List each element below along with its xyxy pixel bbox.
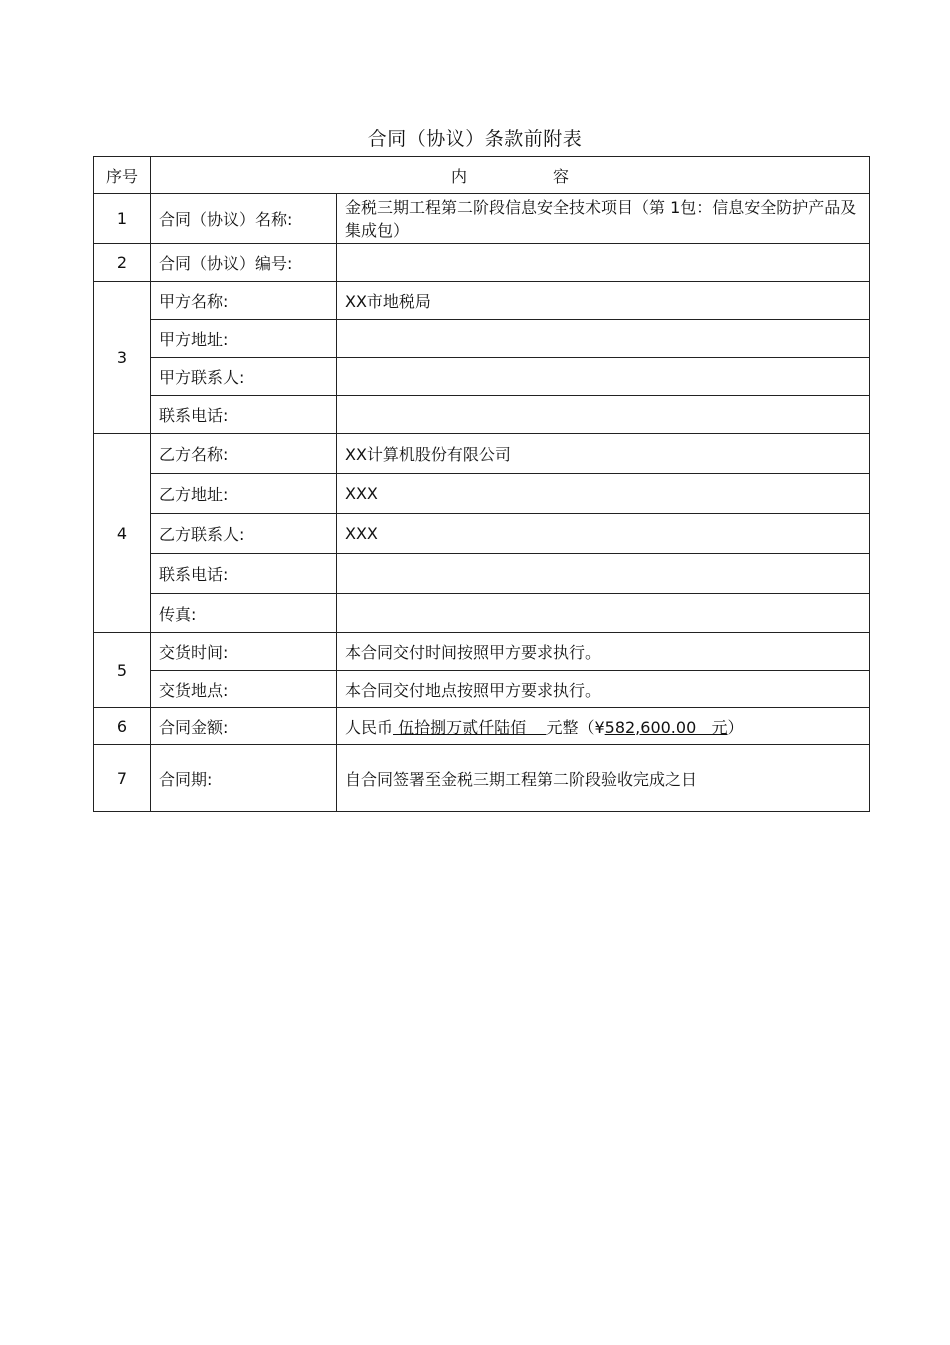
- row-number: 5: [94, 633, 151, 708]
- table-row: [94, 633, 870, 671]
- field-label: 合同金额:: [151, 708, 337, 745]
- field-label: 交货地点:: [151, 671, 337, 708]
- table-row: [94, 514, 870, 554]
- field-label: 合同（协议）名称:: [151, 194, 337, 244]
- row-number: 2: [94, 244, 151, 282]
- document-title: 合同（协议）条款前附表: [367, 128, 583, 150]
- field-value: [337, 396, 870, 434]
- field-value: XX计算机股份有限公司: [337, 434, 870, 474]
- field-label: 乙方名称:: [151, 434, 337, 474]
- table-row: [94, 708, 870, 745]
- field-value: [337, 320, 870, 358]
- field-value: 本合同交付地点按照甲方要求执行。: [337, 671, 870, 708]
- table-row: [94, 282, 870, 320]
- field-label: 合同（协议）编号:: [151, 244, 337, 282]
- field-value: [337, 358, 870, 396]
- field-label: 乙方地址:: [151, 474, 337, 514]
- field-value: [337, 554, 870, 594]
- table-row: [94, 244, 870, 282]
- field-label: 联系电话:: [151, 396, 337, 434]
- field-value: XX市地税局: [337, 282, 870, 320]
- header-content-char1: 内: [450, 166, 467, 186]
- field-value: XXX: [337, 514, 870, 554]
- amount-mid: 元整（¥: [546, 717, 605, 737]
- table-row: [94, 554, 870, 594]
- amount-in-words: 伍拾捌万贰仟陆佰: [393, 717, 547, 737]
- row-number: 3: [94, 282, 151, 434]
- contract-terms-table: [93, 156, 870, 812]
- table-row: [94, 474, 870, 514]
- header-serial-no: 序号: [94, 157, 151, 194]
- field-value: [337, 244, 870, 282]
- table-header-row: [94, 157, 870, 194]
- row-number: 7: [94, 745, 151, 812]
- header-content: [151, 157, 870, 194]
- table-row: [94, 745, 870, 812]
- row-number: 4: [94, 434, 151, 633]
- contract-amount: [337, 708, 870, 745]
- field-label: 乙方联系人:: [151, 514, 337, 554]
- table-row: [94, 194, 870, 244]
- table-row: [94, 434, 870, 474]
- field-value: 本合同交付时间按照甲方要求执行。: [337, 633, 870, 671]
- field-label: 合同期:: [151, 745, 337, 812]
- row-number: 1: [94, 194, 151, 244]
- field-label: 甲方联系人:: [151, 358, 337, 396]
- field-label: 联系电话:: [151, 554, 337, 594]
- row-number: 6: [94, 708, 151, 745]
- field-value: [337, 594, 870, 633]
- field-label: 交货时间:: [151, 633, 337, 671]
- table-row: [94, 671, 870, 708]
- amount-prefix: 人民币: [345, 717, 394, 737]
- table-row: [94, 396, 870, 434]
- amount-in-figures: 582,600.00 元: [604, 717, 728, 737]
- field-label: 甲方地址:: [151, 320, 337, 358]
- field-label: 甲方名称:: [151, 282, 337, 320]
- field-label: 传真:: [151, 594, 337, 633]
- table-row: [94, 358, 870, 396]
- field-value: XXX: [337, 474, 870, 514]
- field-value: 金税三期工程第二阶段信息安全技术项目（第 1包：信息安全防护产品及集成包）: [337, 194, 870, 244]
- amount-suffix: ）: [727, 717, 744, 737]
- header-content-char2: 容: [553, 166, 570, 186]
- table-row: [94, 594, 870, 633]
- table-row: [94, 320, 870, 358]
- field-value: 自合同签署至金税三期工程第二阶段验收完成之日: [337, 745, 870, 812]
